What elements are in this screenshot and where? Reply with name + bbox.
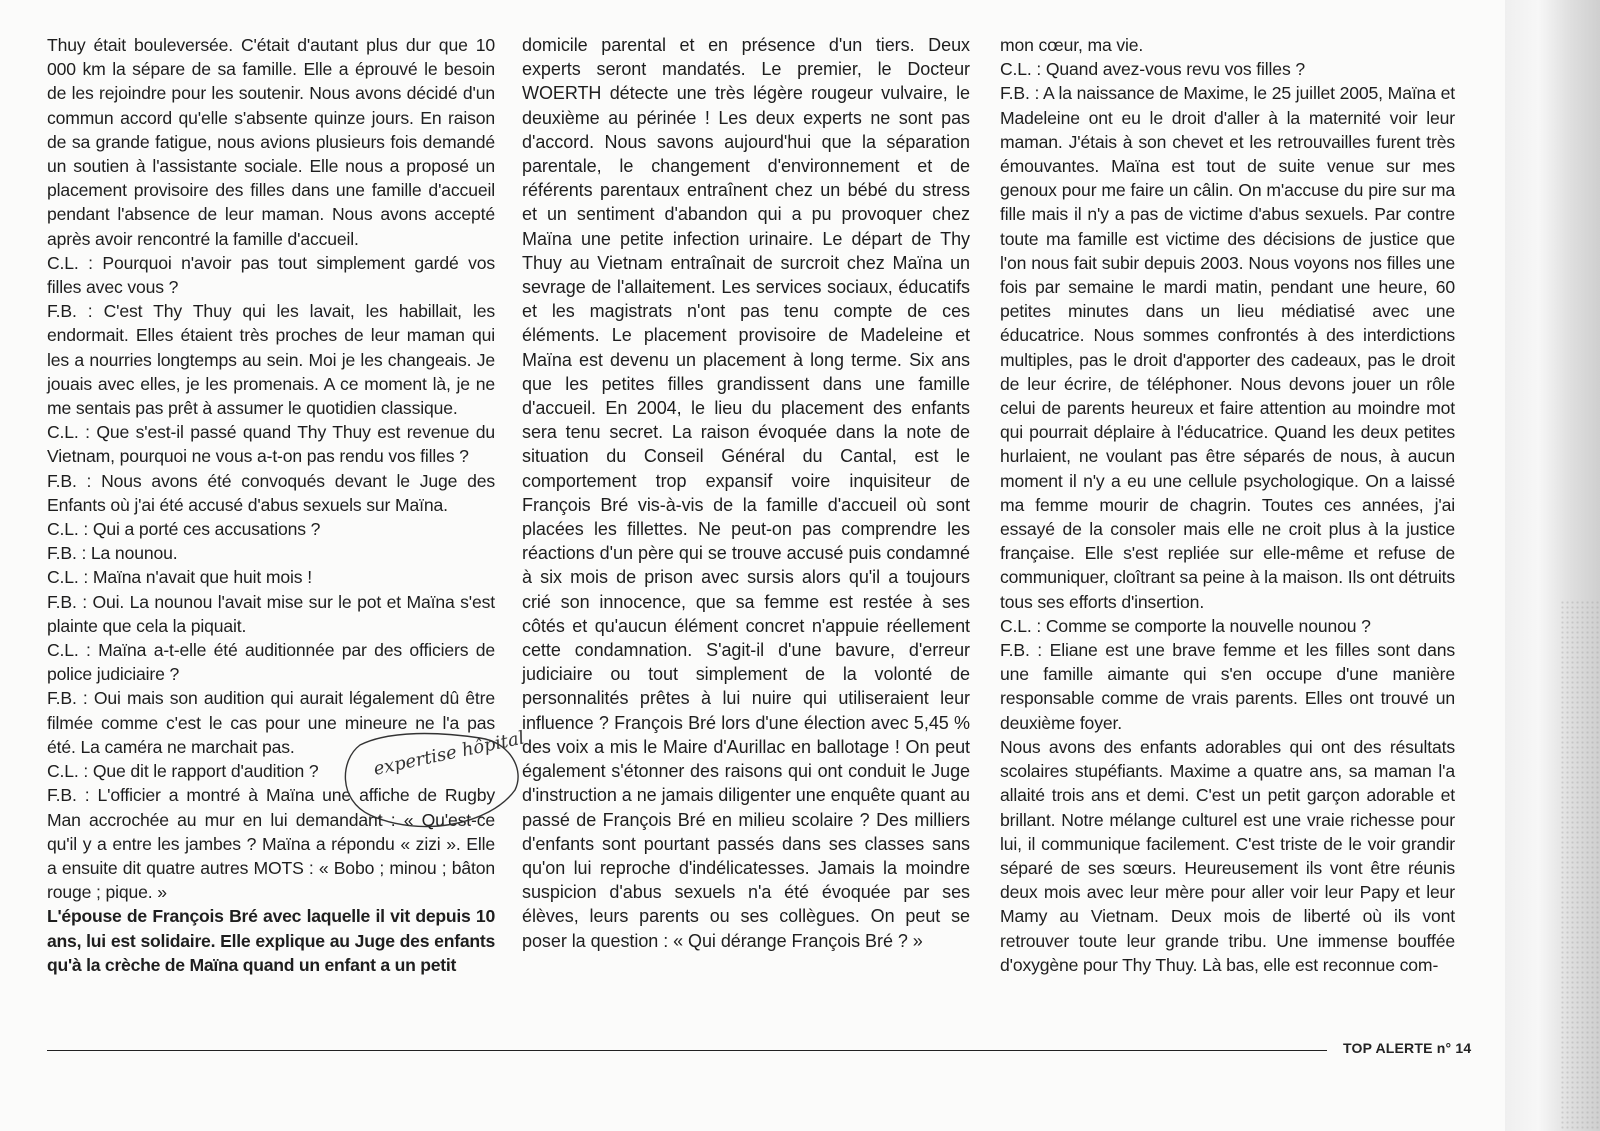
paragraph: C.L. : Que s'est-il passé quand Thy Thuy est revenue du Vietnam, pourquoi ne vous a-t-on pas rendu vos filles ? [47,422,495,467]
paragraph: F.B. : Oui. La nounou l'avait mise sur le pot et Maïna s'est plainte que cela la piquait. [47,591,495,636]
paragraph: C.L. : Comme se comporte la nouvelle nounou ? [1000,615,1371,636]
paragraph: F.B. : L'officier a montré à Maïna une affiche de Rugby Man accrochée au mur en lui demandant : « Qu'est-ce qu'il y a entre les jambes ? Maïna a répondu « zizi ». Elle a ensuite dit quatre autres MOTS : « Bobo ; minou ; bâton rouge ; pique. » [47,785,495,903]
paragraph: Nous avons des enfants adorables qui ont des résultats scolaires stupéfiants. Maxime a quatre ans, sa maman l'a allaité trois ans et demi. C'est un petit garçon adorable et brillant. Notre mélange culturel est une vraie richesse pour lui, il communique facilement. C'est triste de le voir grandir séparé de ses sœurs. Heureusement ils vont être réunis deux mois avec leur mère pour aller voir leur Papy et leur Mamy au Vietnam. Deux mois de liberté où ils vont retrouver toute leur grande tribu. Une immense bouffée d'oxygène pour Thy Thuy. Là bas, elle est reconnue com- [1000,736,1455,975]
margin-note-text: expertise hôpital [371,727,527,780]
paragraph: F.B. : C'est Thy Thuy qui les lavait, les habillait, les endormait. Elles étaient très proches de leur maman qui les a nourries longtemps au sein. Moi je les changeais. Je jouais avec elles, je les promenais. A ce moment là, je ne me sentais pas prêt à assumer le quotidien classique. [47,301,495,419]
paragraph: C.L. : Maïna a-t-elle été auditionnée par des officiers de police judiciaire ? [47,640,495,685]
footer-label: TOP ALERTE n° 14 [1343,1040,1472,1056]
column-left [47,33,495,977]
paragraph: C.L. : Pourquoi n'avoir pas tout simplement gardé vos filles avec vous ? [47,252,495,298]
narrative-paragraph: L'épouse de François Bré avec laquelle il vit depuis 10 ans, lui est solidaire. Elle explique au Juge des enfants qu'à la crèche de Maïna quand un enfant a un petit [47,906,495,975]
column-right [1000,33,1455,977]
scan-noise [1560,600,1600,1131]
paragraph: domicile parental et en présence d'un tiers. Deux experts seront mandatés. Le premier, le Docteur WOERTH détecte une très légère rougeur vulvaire, le deuxième au périnée ! Les deux experts ne sont pas d'accord. Nous savons aujourd'hui que la séparation parentale, le changement d'environnement et de référents parentaux entraînent chez un bébé du stress et un sentiment d'abandon qui a pu provoquer chez Maïna une petite infection urinaire. Le départ de Thy Thuy au Vietnam entraînait de surcroit chez Maïna un sevrage de l'allaitement. Les services sociaux, éducatifs et les magistrats n'ont pas tenu compte de ces éléments. Le placement provisoire de Madeleine et Maïna est devenu un placement à long terme. Six ans que les petites filles grandissent dans une famille d'accueil. En 2004, le lieu du placement des enfants sera tenu secret. La raison évoquée dans la note de situation du Conseil Général du Cantal, est le comportement trop expansif voire inquisiteur de François Bré vis-à-vis de la famille d'accueil où sont placées les fillettes. Ne peut-on pas comprendre les réactions d'un père qui se trouve accusé puis condamné à six mois de prison avec sursis alors qu'il a toujours crié son innocence, que sa femme est restée à ses côtés et qu'aucun élément concret n'appuie réellement cette condamnation. S'agit-il d'une bavure, d'erreur judiciaire ou tout simplement de la volonté de personnalités prêtes à lui nuire qui utiliseraient leur influence ? François Bré lors d'une élection avec 5,45 % des voix a mis le Maire d'Aurillac en ballotage ! On peut également s'étonner des raisons qui ont conduit le Juge d'instruction a ne jamais diligenter une enquête quant au passé de François Bré en milieu scolaire ? Des milliers d'enfants sont pourtant passés dans ses classes sans qu'on lui reproche d'indélicatesses. Jamais la moindre suspicion d'abus sexuels n'a été évoquée par ses élèves, leurs parents ou ses collègues. On peut se poser la question : « Qui dérange François Bré ? » [522,35,970,951]
paragraph: F.B. : Eliane est une brave femme et les filles sont dans une famille aimante qui s'en occupe d'une manière responsable comme de vrais parents. Elles ont trouvé un deuxième foyer. [1000,640,1455,733]
paragraph: Thuy était bouleversée. C'était d'autant plus dur que 10 000 km la sépare de sa famille. Elle a éprouvé le besoin de les rejoindre pour les soutenir. Nous avons décidé d'un commun accord qu'elle s'absente quinze jours. En raison de sa grande fatigue, nous avions plusieurs fois demandé un soutien à l'assistante sociale. Elle nous a proposé un placement provisoire des filles dans une famille d'accueil pendant l'absence de leur maman. Nous avons accepté après avoir rencontré la famille d'accueil. [47,35,495,249]
paragraph: C.L. : Quand avez-vous revu vos filles ? [1000,59,1305,80]
paragraph: F.B. : La nounou. [47,543,178,564]
column-middle [522,33,970,953]
paragraph: C.L. : Maïna n'avait que huit mois ! [47,567,312,588]
paragraph: F.B. : A la naissance de Maxime, le 25 juillet 2005, Maïna et Madeleine ont eu le droit d'aller à la maternité voir leur maman. J'étais à son chevet et les retrouvailles furent très émouvantes. Maïna est tout de suite venue sur mes genoux pour me faire un câlin. On m'accuse du pire sur ma fille mais il n'y a pas de victime d'abus sexuels. Par contre toute ma famille est victime des décisions de justice que l'on nous fait subir depuis 2003. Nous voyons nos filles une fois par semaine le mardi matin, pendant une heure, 60 petites minutes dans un lieu médiatisé avec une éducatrice. Nous sommes confrontés à des interdictions multiples, pas le droit d'apporter des cadeaux, pas le droit de leur écrire, de téléphoner. Nous devons jouer un rôle celui de parents heureux et faire attention au moindre mot qui pourrait déplaire à l'éducatrice. Quand les deux petites hurlaient, ne voulant pas être séparés de nous, à aucun moment il n'y a eu une cellule psychologique. On a laissé ma femme mourir de chagrin. Toutes ces années, j'ai essayé de la consoler mais elle ne croit plus à la justice française. Elle s'est repliée sur elle-même et refuse de communiquer, cloîtrant sa peine à la maison. Ils ont détruits tous ses efforts d'insertion. [1000,83,1455,612]
paragraph: F.B. : Oui mais son audition qui aurait légalement dû être filmée comme c'est le cas pour une mineure ne l'a pas été. La caméra ne marchait pas. [47,688,495,757]
paragraph: C.L. : Que dit le rapport d'audition ? [47,761,319,782]
paragraph: C.L. : Qui a porté ces accusations ? [47,519,321,540]
footer-rule [47,1050,1327,1051]
paragraph: mon cœur, ma vie. [1000,35,1144,55]
paragraph: F.B. : Nous avons été convoqués devant le Juge des Enfants où j'ai été accusé d'abus sexuels sur Maïna. [47,470,495,515]
